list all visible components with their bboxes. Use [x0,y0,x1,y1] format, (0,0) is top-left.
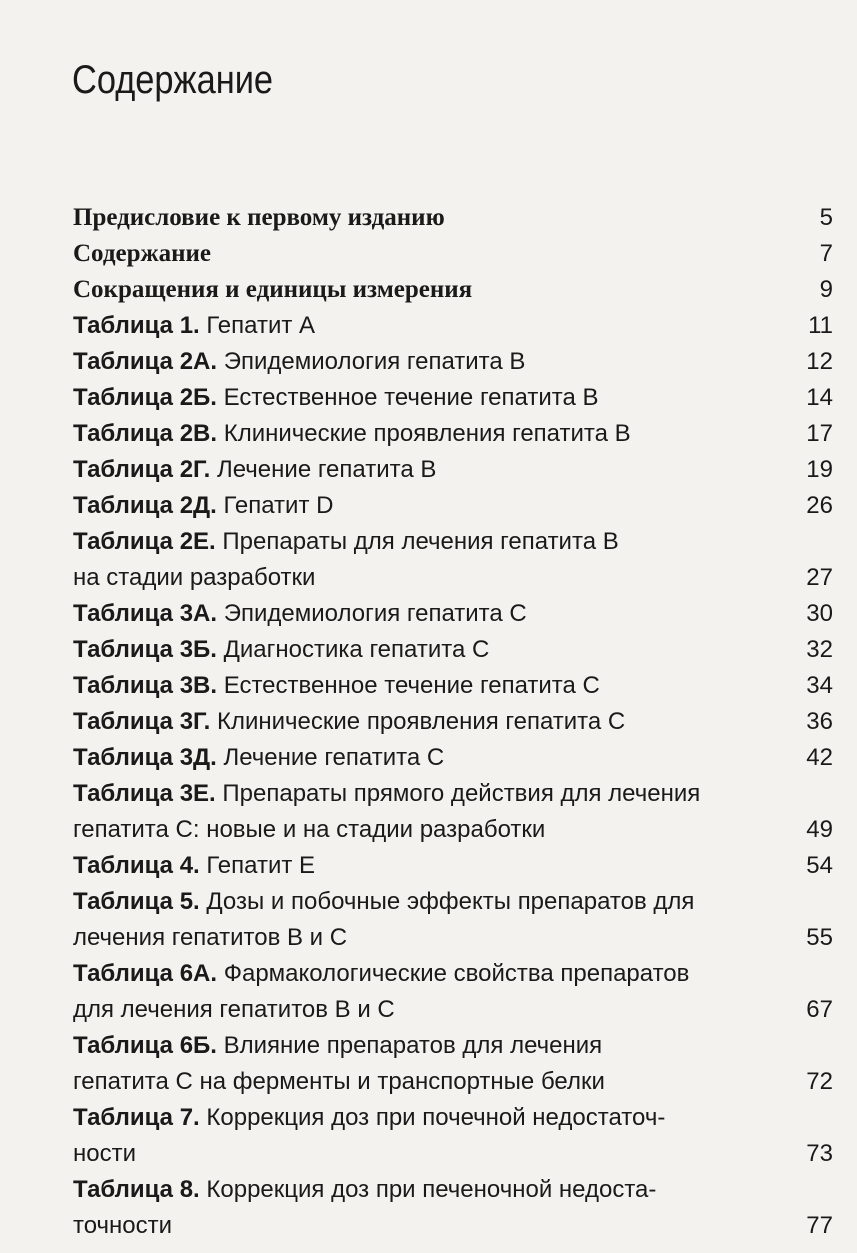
toc-entry-heading: Предисловие к первому изданию [73,204,445,231]
toc-entry-line [73,200,833,236]
toc-entry-page-number: 77 [806,1212,833,1239]
toc-entry-page-number: 30 [806,600,833,627]
toc-entry-line [73,524,833,560]
toc-entry-title: Коррекция доз при почечной недостаточ- [206,1104,666,1131]
toc-entry-line [73,1028,833,1064]
toc-entry-label: Таблица 3А. [73,600,218,627]
toc-entry-page-number: 9 [819,276,833,303]
toc-entry-page-number: 5 [819,204,833,231]
toc-entry-title: Лечение гепатита В [217,456,437,483]
toc-entry-title: Естественное течение гепатита В [223,384,599,411]
toc-entry-page-number: 36 [806,708,833,735]
toc-entry-line [73,704,833,740]
toc-entry [73,380,833,416]
toc-entry-line [73,272,833,308]
toc-entry-page-number: 11 [808,312,833,339]
toc-entry-page-number: 19 [806,456,833,483]
toc-entry [73,416,833,452]
toc-entry-line [73,596,833,632]
toc-entry-label: Таблица 8. [73,1176,200,1203]
toc-entry-line [73,488,833,524]
toc-entry-label: Таблица 4. [73,852,200,879]
toc-entry-title: Дозы и побочные эффекты препаратов для [206,888,695,915]
toc-entry-line [73,416,833,452]
toc-entry-label: Таблица 6А. [73,960,218,987]
toc-entry-line [73,1100,833,1136]
toc-entry-page-number: 73 [806,1140,833,1167]
toc-entry-page-number: 26 [806,492,833,519]
toc-entry-label: Таблица 2Е. [73,528,216,555]
toc-entry-line [73,848,833,884]
toc-entry-title-continued: ности [73,1140,136,1167]
toc-entry-label: Таблица 3Б. [73,636,217,663]
toc-entry-title-continued: на стадии разработки [73,564,316,591]
toc-entry-title: Клинические проявления гепатита С [217,708,626,735]
toc-entry-page-number: 55 [806,924,833,951]
toc-entry [73,848,833,884]
toc-entry-title: Клинические проявления гепатита В [223,420,631,447]
toc-entry-line [73,380,833,416]
toc-entry [73,488,833,524]
toc-entry [73,632,833,668]
toc-entry-label: Таблица 3Е. [73,780,216,807]
toc-entry-page-number: 14 [806,384,833,411]
toc-entry-page-number: 54 [806,852,833,879]
toc-entry-page-number: 49 [806,816,833,843]
toc-entry-title: Фармакологические свойства препаратов [223,960,690,987]
toc-entry [73,776,833,848]
toc-entry [73,884,833,956]
toc-entry [73,1100,833,1172]
toc-entry [73,704,833,740]
toc-entry-title-continued: лечения гепатитов В и С [73,924,348,951]
toc-entry-title: Гепатит D [223,492,334,519]
page-title: Содержание [72,58,274,102]
toc-entry-label: Таблица 5. [73,888,200,915]
toc-entry-title: Препараты для лечения гепатита В [222,528,619,555]
toc-entry-page-number: 72 [806,1068,833,1095]
toc-entry [73,524,833,596]
toc-entry-page-number: 27 [806,564,833,591]
toc-entry-line [73,452,833,488]
toc-entry-title: Гепатит А [206,312,316,339]
toc-entry-title: Естественное течение гепатита С [223,672,600,699]
toc-entry-label: Таблица 2Г. [73,456,211,483]
toc-entry [73,308,833,344]
toc-entry [73,596,833,632]
toc-entry [73,668,833,704]
toc-entry-title: Препараты прямого действия для лечения [222,780,701,807]
toc-entry [73,344,833,380]
toc-entry-label: Таблица 2Д. [73,492,217,519]
toc-entry-label: Таблица 2В. [73,420,218,447]
toc-entry-title-continued: гепатита С на ферменты и транспортные белки [73,1068,605,1095]
toc-entry [73,1172,833,1244]
toc-entry-title-continued: гепатита С: новые и на стадии разработки [73,816,546,843]
toc-entry-label: Таблица 7. [73,1104,200,1131]
toc-entry [73,956,833,1028]
toc-entry-label: Таблица 3В. [73,672,218,699]
toc-entry-title: Коррекция доз при печеночной недоста- [206,1176,657,1203]
toc-entry-title: Диагностика гепатита С [223,636,490,663]
toc-entry [73,1028,833,1100]
toc-entry-line [73,956,833,992]
toc-entry-page-number: 17 [806,420,833,447]
toc-entry-label: Таблица 2А. [73,348,218,375]
table-of-contents [73,200,833,1244]
toc-entry-page-number: 67 [806,996,833,1023]
toc-entry-line [73,776,833,812]
toc-entry-label: Таблица 3Д. [73,744,217,771]
toc-entry [73,452,833,488]
toc-entry-heading: Содержание [73,240,212,267]
toc-entry-label: Таблица 3Г. [73,708,211,735]
toc-entry-line [73,884,833,920]
toc-entry [73,200,833,236]
toc-entry-line [73,344,833,380]
toc-entry-label: Таблица 6Б. [73,1032,217,1059]
toc-entry-title-continued: для лечения гепатитов В и С [73,996,395,1023]
toc-entry-line [73,1172,833,1208]
toc-entry-label: Таблица 2Б. [73,384,217,411]
toc-entry [73,236,833,272]
toc-entry-page-number: 34 [806,672,833,699]
toc-entry-title-continued: точности [73,1212,173,1239]
toc-entry-title: Эпидемиология гепатита В [223,348,526,375]
toc-entry-title: Эпидемиология гепатита С [223,600,527,627]
toc-entry-line [73,308,833,344]
toc-entry [73,272,833,308]
toc-entry-page-number: 7 [819,240,833,267]
toc-entry-title: Гепатит Е [206,852,316,879]
toc-entry-heading: Сокращения и единицы измерения [73,276,473,303]
toc-entry-page-number: 12 [806,348,833,375]
toc-entry-label: Таблица 1. [73,312,200,339]
toc-entry-page-number: 42 [806,744,833,771]
toc-entry-line [73,740,833,776]
toc-entry [73,740,833,776]
toc-entry-title: Лечение гепатита С [223,744,445,771]
toc-entry-line [73,236,833,272]
toc-entry-title: Влияние препаратов для лечения [223,1032,603,1059]
toc-entry-line [73,668,833,704]
toc-entry-page-number: 32 [806,636,833,663]
toc-entry-line [73,632,833,668]
